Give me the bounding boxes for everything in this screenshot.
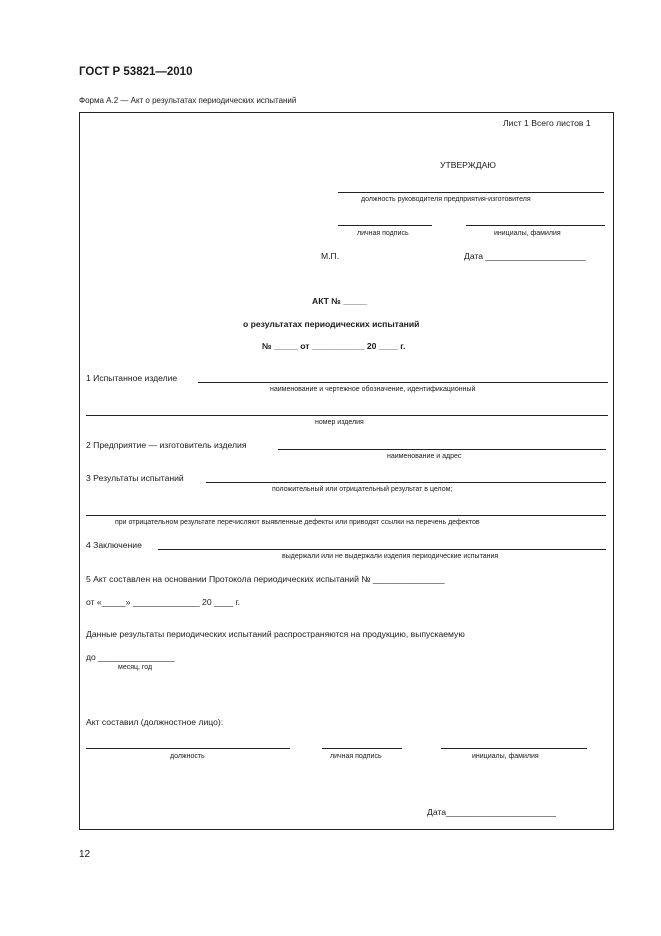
item1-caption2: номер изделия [315,419,364,426]
stamp-label: М.П. [321,251,340,261]
item5-text: 5 Акт составлен на основании Протокола периодических испытаний № _______________ [86,574,445,584]
approval-date: Дата _____________________ [464,251,586,261]
act-number: АКТ № _____ [312,296,368,306]
item3-caption: положительный или отрицательный результат в целом; [272,486,453,493]
item3-line [206,482,606,483]
until-label: до ________________ [86,652,175,662]
sig-initials-caption: инициалы, фамилия [472,753,539,760]
sig-initials-line [441,748,587,749]
page-number: 12 [79,849,91,860]
compiled-by: Акт составил (должностное лицо): [86,717,224,727]
item2-line [278,449,606,450]
item3-caption2: при отрицательном результате перечисляют выявленные дефекты или приводят ссылки на перечень дефектов [115,519,480,526]
sig-signature-line [322,748,402,749]
item1-line2 [86,415,608,416]
position-caption: должность руководителя предприятия-изготовителя [361,196,531,203]
item4-line [158,549,606,550]
item4-caption: выдержали или не выдержали изделия периодические испытания [282,553,499,560]
item3-label: 3 Результаты испытаний [86,473,184,483]
form-caption: Форма А.2 — Акт о результатах периодических испытаний [79,96,297,105]
signature-caption: личная подпись [357,230,409,237]
item4-label: 4 Заключение [86,540,142,550]
signature-line [338,225,432,226]
item1-caption: наименование и чертежное обозначение, идентификационный [270,386,476,393]
approve-heading: УТВЕРЖДАЮ [440,160,496,170]
initials-line [466,225,605,226]
applies-text: Данные результаты периодических испытаний распространяются на продукцию, выпускаемую [86,629,465,639]
sig-signature-caption: личная подпись [330,753,382,760]
sheet-info: Лист 1 Всего листов 1 [503,118,591,128]
final-date: Дата_______________________ [427,807,556,817]
until-caption: месяц, год [118,664,153,671]
act-title: о результатах периодических испытаний [243,319,420,329]
initials-caption: инициалы, фамилия [494,230,561,237]
position-line [338,192,604,193]
sig-position-line [86,748,290,749]
item3-line2 [86,515,606,516]
standard-title: ГОСТ Р 53821—2010 [79,66,193,78]
act-date: № _____ от ___________ 20 ____ г. [262,341,406,351]
sig-position-caption: должность [170,753,205,760]
item1-line [198,382,608,383]
item2-label: 2 Предприятие — изготовитель изделия [86,440,247,450]
item5-date: от «_____» ______________ 20 ____ г. [86,597,240,607]
item2-caption: наименование и адрес [387,453,462,460]
item1-label: 1 Испытанное изделие [86,373,178,383]
